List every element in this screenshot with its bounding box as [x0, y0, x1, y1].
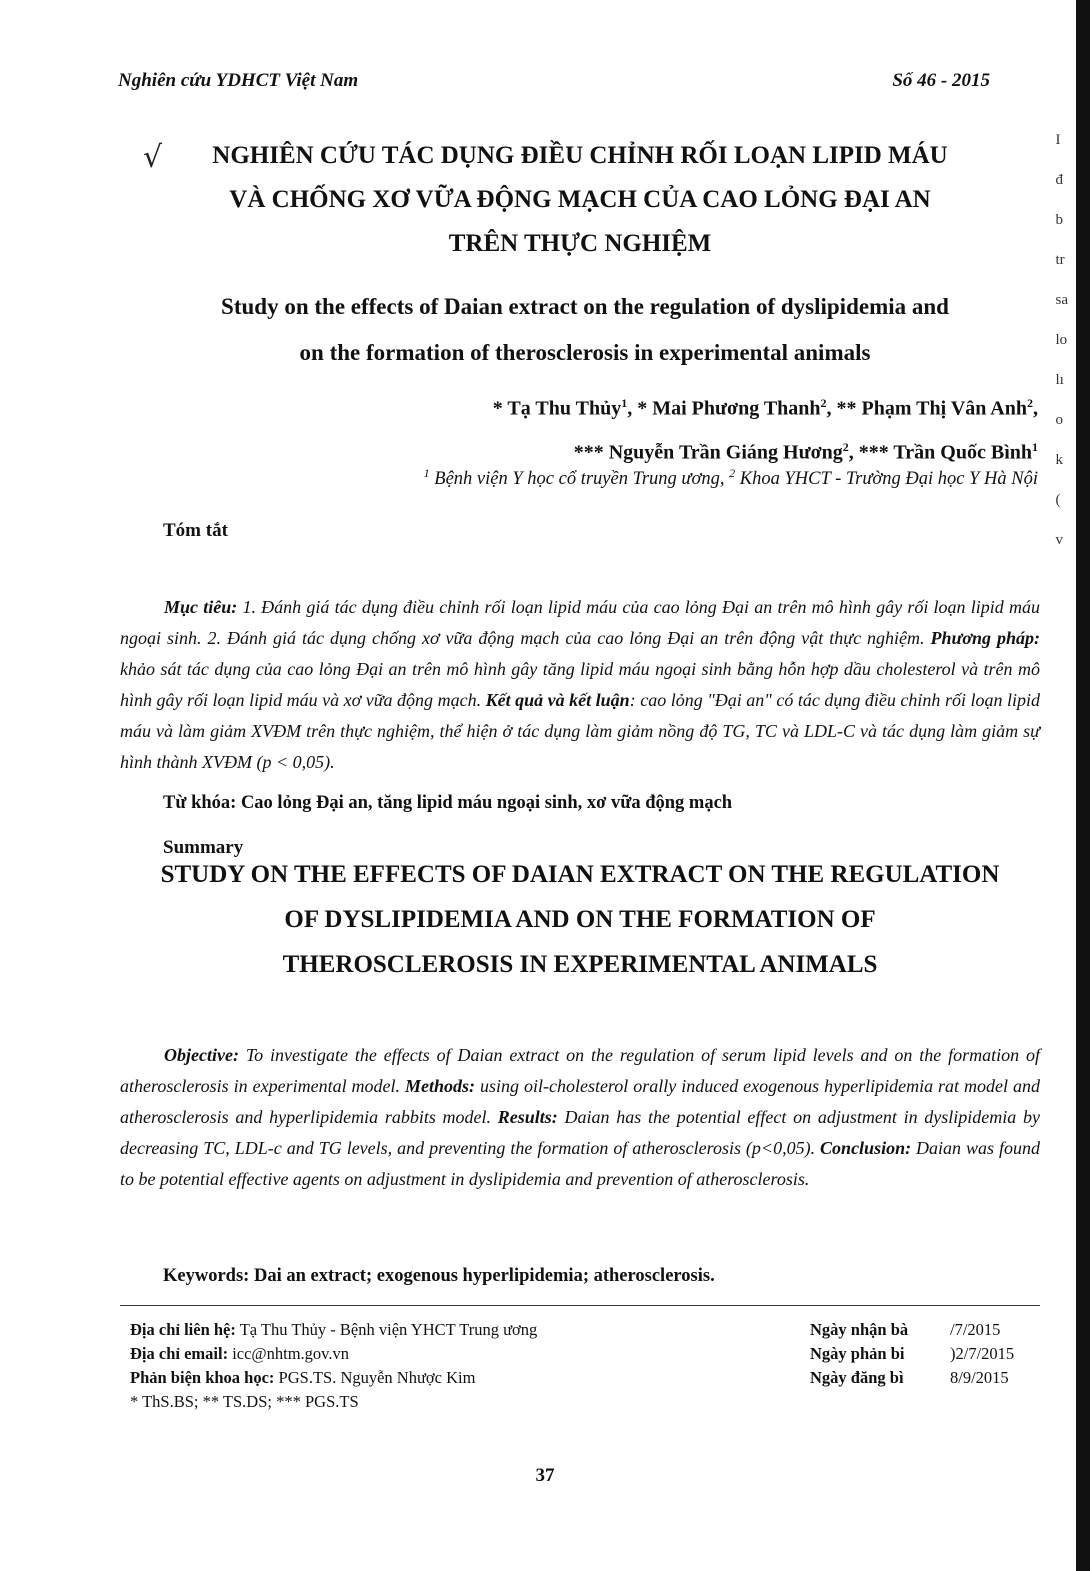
english-title-line: Study on the effects of Daian extract on the regulation of dyslipidemia and	[221, 294, 949, 319]
vietnamese-title-line: NGHIÊN CỨU TÁC DỤNG ĐIỀU CHỈNH RỐI LOẠN LIPID MÁU	[212, 142, 948, 169]
summary-title-line: STUDY ON THE EFFECTS OF DAIAN EXTRACT ON THE REGULATION	[160, 861, 1000, 888]
issue-number: Số 46 - 2015	[892, 70, 990, 91]
summary-heading: Summary	[163, 837, 244, 858]
vietnamese-title-line: VÀ CHỐNG XƠ VỮA ĐỘNG MẠCH CỦA CAO LỎNG ĐẠI AN	[229, 186, 931, 213]
vietnamese-title	[150, 134, 1010, 266]
abstract-heading: Tóm tắt	[163, 520, 228, 541]
author-line: *** Nguyễn Trần Giáng Hương$^2$, *** Trần Quốc Bình$^1$	[573, 439, 1038, 464]
running-header	[118, 70, 990, 92]
page-number: 37	[535, 1465, 555, 1486]
contact-row: Phản biện khoa học: PGS.TS. Nguyễn Nhược Kim Ngày đăng bì 8/9/2015	[130, 1368, 1009, 1387]
vietnamese-keywords: Từ khóa: Cao lỏng Đại an, tăng lipid máu ngoại sinh, xơ vữa động mạch	[163, 793, 733, 813]
summary-title-line: OF DYSLIPIDEMIA AND ON THE FORMATION OF	[284, 906, 876, 933]
summary-title-line: THEROSCLEROSIS IN EXPERIMENTAL ANIMALS	[282, 951, 878, 978]
english-title-line: on the formation of therosclerosis in experimental animals	[299, 340, 871, 365]
vietnamese-abstract: Mục tiêu: 1. Đánh giá tác dụng điều chỉnh rối loạn lipid máu của cao lỏng Đại an trên mô hình gây rối loạn lipid máu ngoại sinh. 2. Đánh giá tác dụng chống xơ vữa động mạch của cao lỏng Đại an trên động vật thực nghiệm. Phương pháp: khảo sát tác dụng của cao lỏng Đại an trên mô hình gây tăng lipid máu ngoại sinh bằng hỗn hợp dầu cholesterol và trên mô hình gây rối loạn lipid máu và xơ vữa động mạch. Kết quả và kết luận: cao lỏng "Đại an" có tác dụng điều chỉnh rối loạn lipid máu và làm giảm XVĐM trên thực nghiệm, thể hiện ở tác dụng làm giảm nồng độ TG, TC và LDL-C và tác dụng làm giảm sự hình thành XVĐM (p < 0,05).	[120, 597, 1041, 772]
english-keywords: Keywords: Dai an extract; exogenous hyperlipidemia; atherosclerosis.	[163, 1266, 715, 1286]
adjacent-page-fragments: I đ b tr sa lo lı o k ( v	[1055, 132, 1068, 548]
author-line: * Tạ Thu Thủy$^1$, * Mai Phương Thanh$^2$, ** Phạm Thị Vân Anh$^2$,	[492, 396, 1038, 420]
author-list	[120, 384, 1038, 471]
summary-title	[120, 852, 1040, 987]
handwritten-check-icon: √	[143, 140, 163, 175]
contact-footnote	[130, 1318, 1030, 1414]
affiliations: $^1$ Bệnh viện Y học cổ truyền Trung ương, $^2$ Khoa YHCT - Trường Đại học Y Hà Nội	[423, 466, 1038, 490]
scan-binding-edge	[1076, 0, 1090, 1571]
contact-row: * ThS.BS; ** TS.DS; *** PGS.TS	[130, 1392, 359, 1411]
contact-row: Địa chỉ liên hệ: Tạ Thu Thủy - Bệnh viện YHCT Trung ương Ngày nhận bà /7/2015	[130, 1320, 1001, 1339]
english-abstract: Objective: To investigate the effects of Daian extract on the regulation of serum lipid levels and on the formation of atherosclerosis in experimental model. Methods: using oil-cholesterol orally induced exogenous hyperlipidemia rat model and atherosclerosis and hyperlipidemia rabbits model. Results: Daian has the potential effect on adjustment in dyslipidemia by decreasing TC, LDL-c and TG levels, and preventing the formation of atherosclerosis (p<0,05). Conclusion: Daian was found to be potential effective agents on adjustment in dyslipidemia and prevention of atherosclerosis.	[120, 1045, 1041, 1189]
footnote-divider	[120, 1305, 1040, 1306]
vietnamese-title-line: TRÊN THỰC NGHIỆM	[448, 230, 712, 257]
journal-name: Nghiên cứu YDHCT Việt Nam	[118, 70, 359, 91]
contact-row: Địa chỉ email: icc@nhtm.gov.vn Ngày phản bi )2/7/2015	[130, 1344, 1015, 1363]
english-title	[120, 284, 1050, 376]
